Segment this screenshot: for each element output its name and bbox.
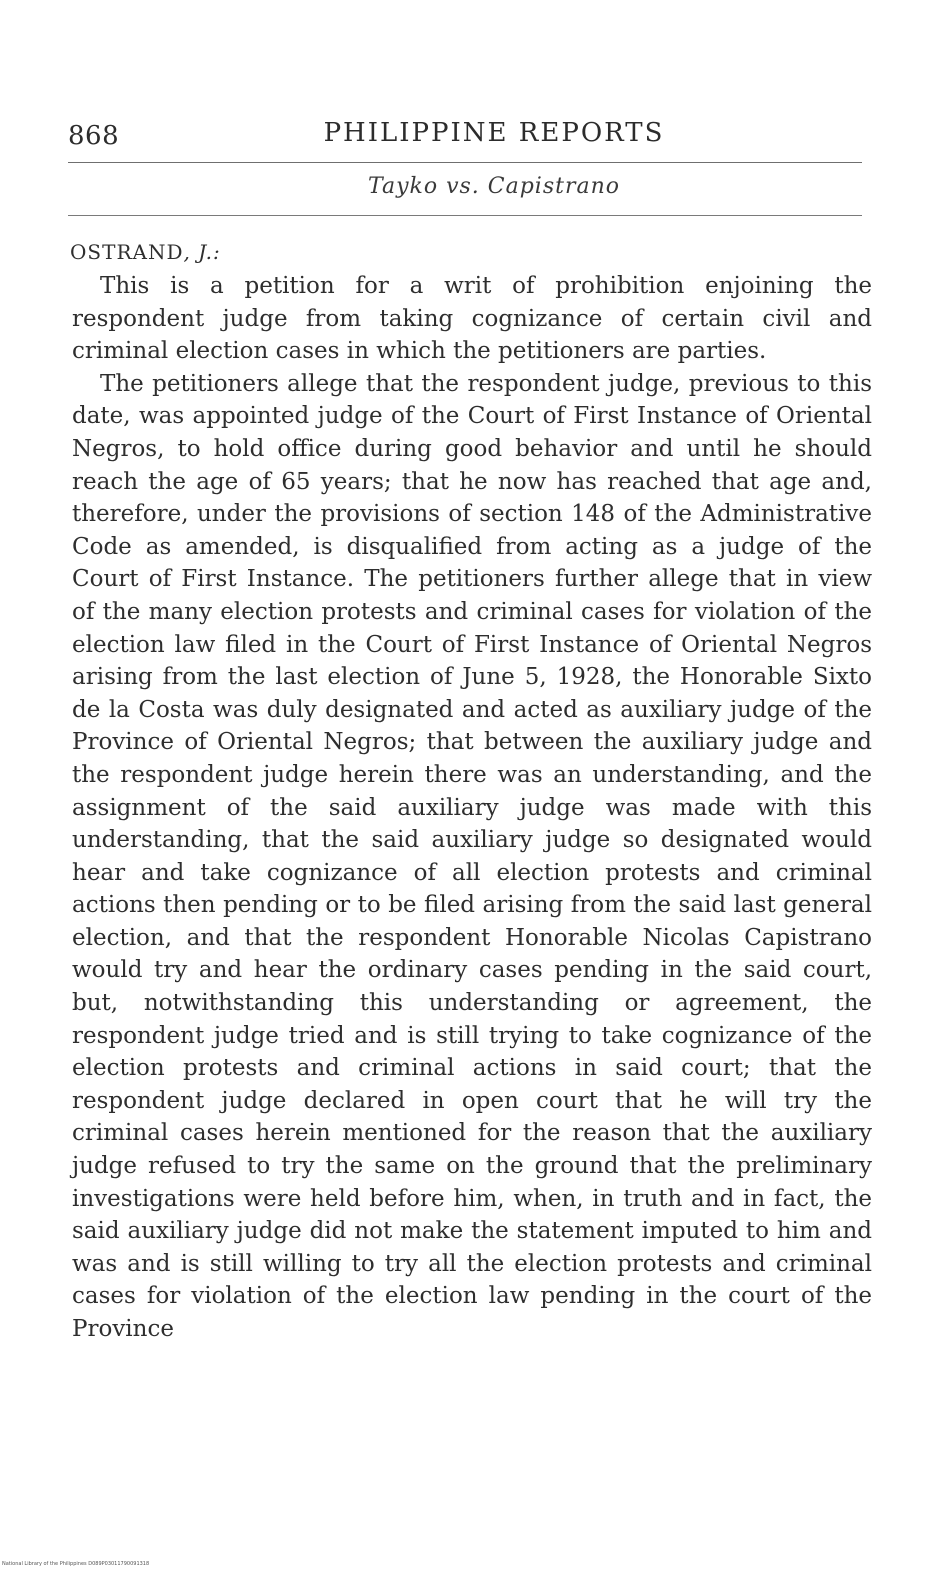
header-rule-bottom bbox=[68, 215, 862, 216]
running-head: PHILIPPINE REPORTS bbox=[323, 118, 665, 148]
header-rule-top bbox=[68, 162, 862, 163]
archive-footer-note: National Library of the Philippines D089P03011790091318 bbox=[2, 1561, 150, 1567]
paragraph-2: The petitioners allege that the respondent judge, previous to this date, was appointed judge of the Court of First Instance of Oriental Negros, to hold office during good behavior and until he should reach the age of 65 years; that he now has reached that age and, therefore, under the provisions of section 148 of the Administrative Code as amended, is disqualified from acting as a judge of the Court of First Instance. The petitioners further allege that in view of the many election protests and criminal cases for violation of the election law filed in the Court of First Instance of Oriental Negros arising from the last election of June 5, 1928, the Honorable Sixto de la Costa was duly designated and acted as auxiliary judge of the Province of Oriental Negros; that between the auxiliary judge and the respondent judge herein there was an understanding, and the assignment of the said auxiliary judge was made with this understanding, that the said auxiliary judge so designated would hear and take cognizance of all election protests and criminal actions then pending or to be filed arising from the said last general election, and that the respondent Honorable Nicolas Capistrano would try and hear the ordinary cases pending in the said court, but, notwithstanding this understanding or agreement, the respondent judge tried and is still trying to take cognizance of the election protests and criminal actions in said court; that the respondent judge declared in open court that he will try the criminal cases herein mentioned for the reason that the auxiliary judge refused to try the same on the ground that the preliminary investigations were held before him, when, in truth and in fact, the said auxiliary judge did not make the statement imputed to him and was and is still willing to try all the election protests and criminal cases for violation of the election law pending in the court of the Province bbox=[72, 370, 872, 1342]
page-number: 868 bbox=[68, 121, 120, 151]
opinion-body bbox=[72, 270, 872, 1346]
author-name: OSTRAND bbox=[70, 240, 184, 264]
author-suffix: , J.: bbox=[183, 240, 221, 264]
opinion-author bbox=[70, 240, 221, 264]
case-title: Tayko vs. Capistrano bbox=[367, 174, 621, 199]
paragraph-1: This is a petition for a writ of prohibition enjoining the respondent judge from taking cognizance of certain civil and criminal election cases in which the petitioners are parties. bbox=[72, 273, 872, 365]
